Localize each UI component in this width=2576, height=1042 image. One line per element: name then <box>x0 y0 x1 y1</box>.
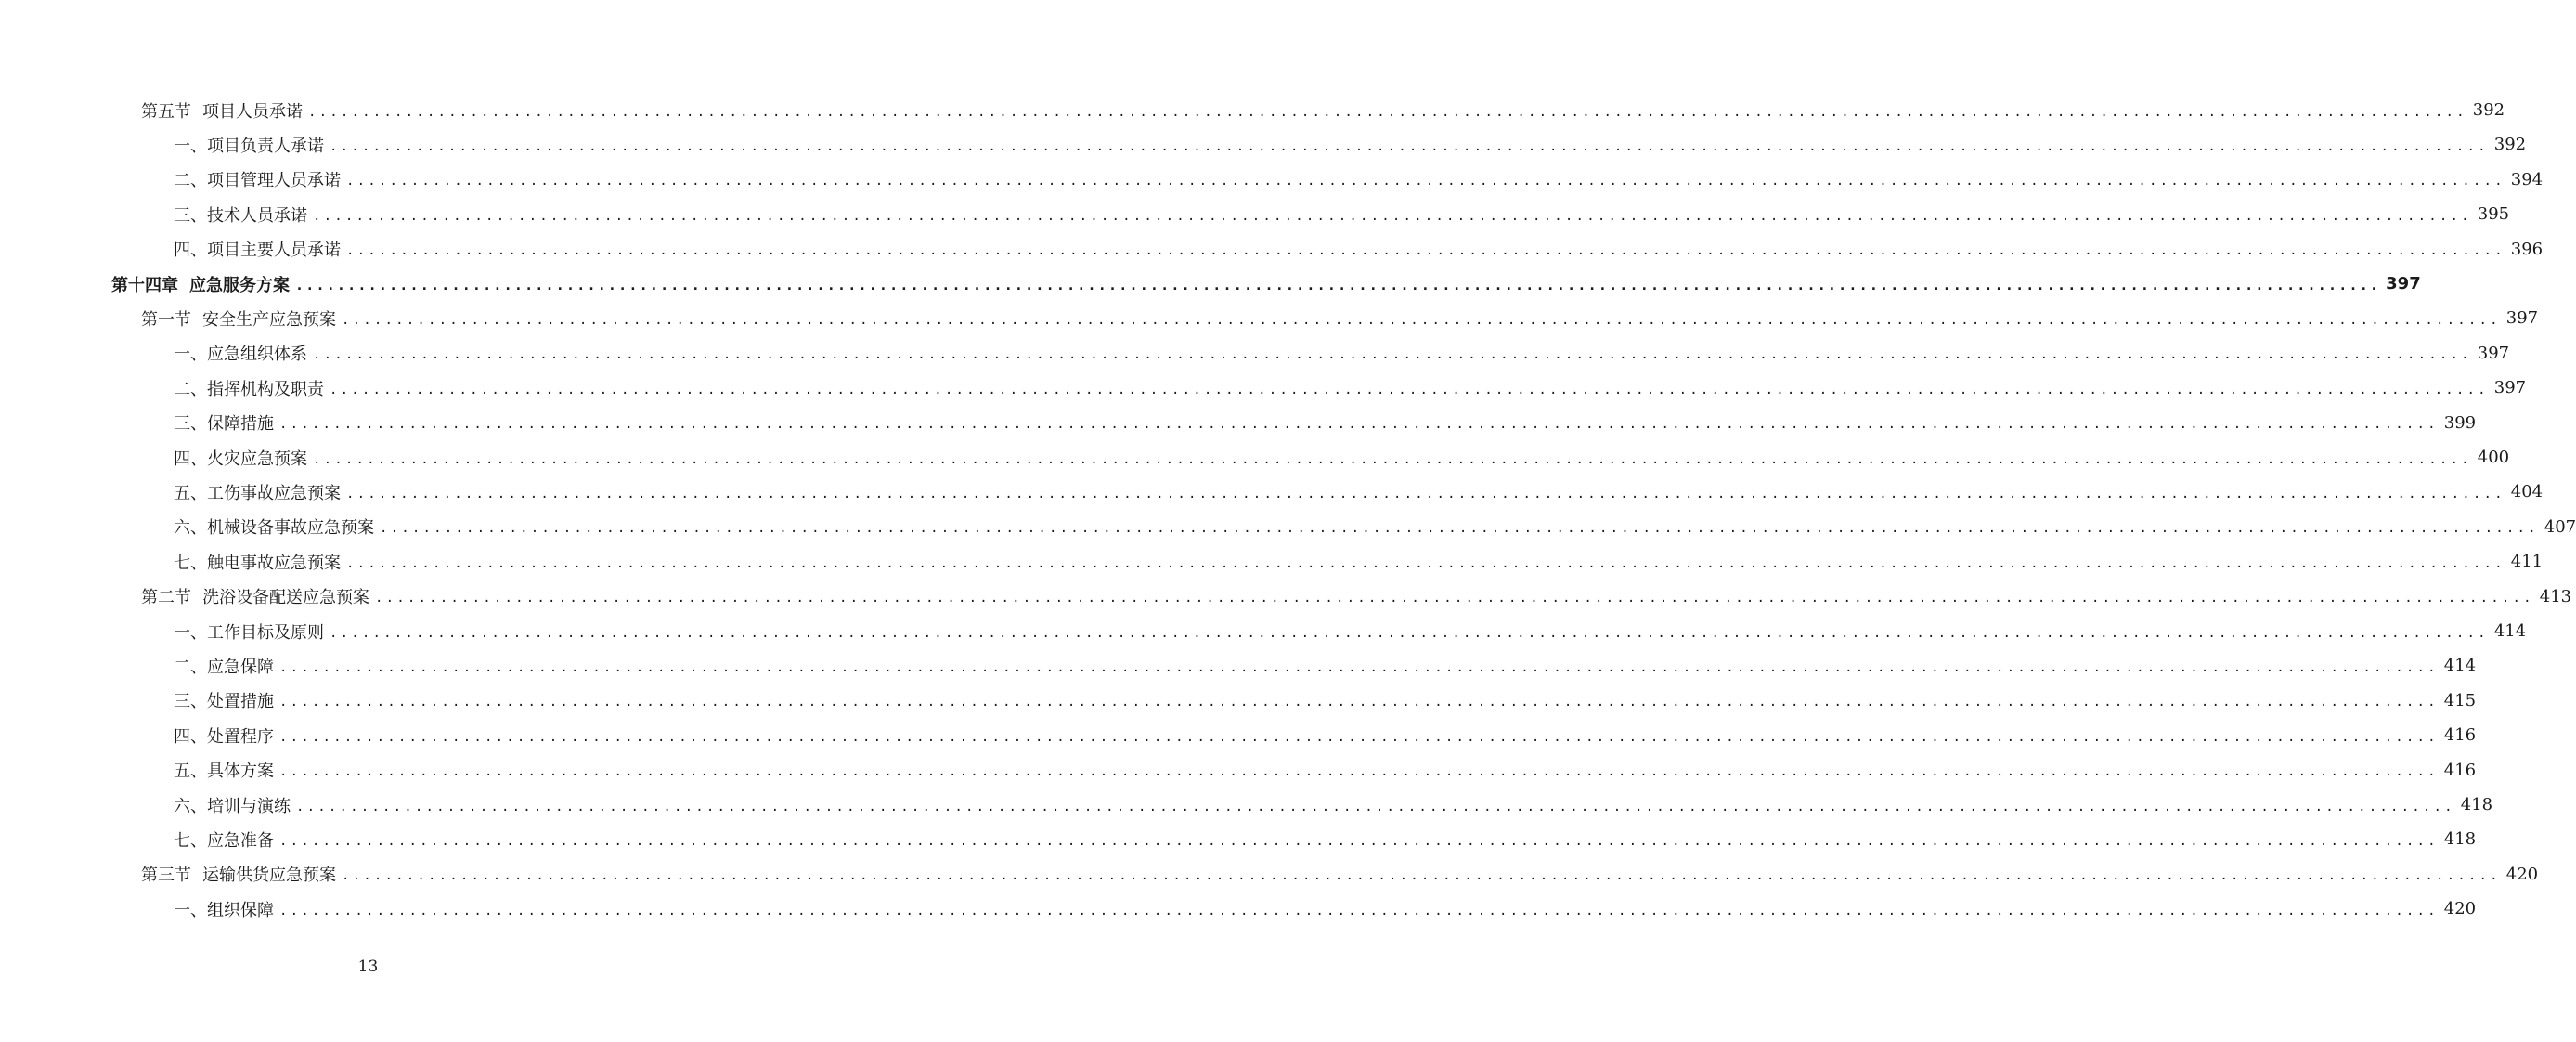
toc-entry[interactable] <box>174 127 2527 162</box>
toc-entry-page: 411 <box>2510 552 2544 572</box>
toc-entry-title: 处置程序 <box>207 726 274 747</box>
toc-entry-page: 407 <box>2544 516 2576 537</box>
toc-entry-number: 七、 <box>174 830 207 851</box>
toc-entry[interactable] <box>174 475 2544 509</box>
toc-entry-title: 安全生产应急预案 <box>202 309 336 330</box>
toc-entry-title: 机械设备事故应急预案 <box>207 518 374 539</box>
toc-entry-number: 四、 <box>174 449 207 469</box>
toc-entry-title: 培训与演练 <box>207 796 291 816</box>
toc-entry-page: 420 <box>2443 899 2477 919</box>
toc-leader-dots: ........................................................................................................................................................................................................ <box>313 347 2472 363</box>
toc-leader-dots: ........................................................................................................................................................................................................ <box>279 729 2439 745</box>
toc-entry-number: 五、 <box>174 762 207 782</box>
toc-entry[interactable] <box>111 267 2421 301</box>
toc-leader-dots: ........................................................................................................................................................................................................ <box>330 138 2489 154</box>
toc-entry-page: 397 <box>2386 274 2421 293</box>
toc-entry-page: 415 <box>2443 690 2477 710</box>
toc-leader-dots: ........................................................................................................................................................................................................ <box>279 659 2439 675</box>
toc-entry[interactable] <box>174 648 2477 683</box>
toc-entry-title: 洗浴设备配送应急预案 <box>202 588 369 608</box>
toc-entry-page: 397 <box>2493 378 2527 398</box>
toc-entry-number: 五、 <box>174 483 207 503</box>
toc-leader-dots: ........................................................................................................................................................................................................ <box>308 104 2467 120</box>
toc-entry-page: 416 <box>2443 725 2477 746</box>
toc-entry-number: 三、 <box>174 414 207 435</box>
toc-entry[interactable] <box>174 544 2544 579</box>
toc-entry[interactable] <box>174 510 2576 544</box>
toc-leader-dots: ........................................................................................................................................................................................................ <box>279 833 2439 849</box>
toc-entry-title: 运输供货应急预案 <box>202 866 336 886</box>
toc-entry-number: 二、 <box>174 657 207 677</box>
toc-entry-number: 第一节 <box>141 309 191 330</box>
toc-entry-number: 三、 <box>174 692 207 712</box>
toc-entry[interactable] <box>174 232 2544 267</box>
toc-leader-dots: ........................................................................................................................................................................................................ <box>295 277 2381 293</box>
toc-entry-page: 414 <box>2493 621 2527 641</box>
toc-entry-number: 二、 <box>174 171 207 191</box>
toc-entry[interactable] <box>174 371 2527 405</box>
toc-entry-page: 416 <box>2443 760 2477 780</box>
toc-entry[interactable] <box>174 684 2477 718</box>
toc-entry[interactable] <box>174 822 2477 856</box>
toc-entry-page: 392 <box>2472 100 2505 120</box>
toc-entry-number: 第二节 <box>141 588 191 608</box>
toc-entry[interactable] <box>141 93 2505 127</box>
toc-leader-dots: ........................................................................................................................................................................................................ <box>342 312 2501 328</box>
toc-entry-number: 第三节 <box>141 866 191 886</box>
toc-entry[interactable] <box>174 197 2510 231</box>
toc-entry[interactable] <box>174 718 2477 752</box>
toc-entry-title: 工作目标及原则 <box>207 622 324 643</box>
toc-entry-title: 触电事故应急预案 <box>207 553 341 573</box>
toc-entry-number: 一、 <box>174 900 207 920</box>
toc-entry-title: 工伤事故应急预案 <box>207 483 341 503</box>
toc-entry-number: 一、 <box>174 622 207 643</box>
toc-entry-page: 400 <box>2477 448 2510 467</box>
toc-entry-page: 404 <box>2510 482 2544 502</box>
toc-entry-title: 项目管理人员承诺 <box>207 171 341 191</box>
toc-entry-title: 应急组织体系 <box>207 345 307 365</box>
toc-entry-number: 六、 <box>174 796 207 816</box>
toc-entry-page: 394 <box>2510 169 2544 189</box>
toc-entry-title: 技术人员承诺 <box>207 205 307 226</box>
toc-entry-number: 七、 <box>174 553 207 573</box>
toc-leader-dots: ........................................................................................................................................................................................................ <box>279 417 2439 433</box>
toc-entry[interactable] <box>141 301 2539 335</box>
toc-entry-title: 项目人员承诺 <box>202 101 303 122</box>
toc-entry-number: 第十四章 <box>111 275 178 295</box>
toc-leader-dots: ........................................................................................................................................................................................................ <box>279 695 2439 710</box>
toc-leader-dots: ........................................................................................................................................................................................................ <box>330 382 2489 397</box>
toc-leader-dots: ........................................................................................................................................................................................................ <box>313 208 2472 224</box>
toc-entry[interactable] <box>174 788 2493 822</box>
toc-entry[interactable] <box>174 614 2527 648</box>
toc-entry-page: 414 <box>2443 656 2477 676</box>
toc-leader-dots: ........................................................................................................................................................................................................ <box>346 486 2505 501</box>
toc-entry-page: 392 <box>2493 135 2527 155</box>
toc-entry-title: 应急保障 <box>207 657 274 677</box>
toc-entry-number: 二、 <box>174 379 207 399</box>
toc-entry-page: 395 <box>2477 204 2510 225</box>
toc-leader-dots: ........................................................................................................................................................................................................ <box>380 521 2539 537</box>
toc-entry-number: 一、 <box>174 345 207 365</box>
toc-entry-title: 组织保障 <box>207 900 274 920</box>
toc-entry-number: 四、 <box>174 241 207 261</box>
toc-entry-page: 399 <box>2443 412 2477 433</box>
toc-entry-page: 418 <box>2443 829 2477 850</box>
toc-leader-dots: ........................................................................................................................................................................................................ <box>313 451 2472 467</box>
toc-entry[interactable] <box>174 406 2477 440</box>
toc-leader-dots: ........................................................................................................................................................................................................ <box>279 764 2439 780</box>
toc-entry-title: 项目主要人员承诺 <box>207 241 341 261</box>
toc-entry-page: 397 <box>2477 343 2510 363</box>
toc-entry-title: 项目负责人承诺 <box>207 136 324 156</box>
toc-entry-title: 保障措施 <box>207 414 274 435</box>
toc-entry-page: 396 <box>2510 239 2544 259</box>
toc-entry-page: 420 <box>2505 864 2539 884</box>
page-number: 13 <box>357 957 379 976</box>
toc-entry-number: 一、 <box>174 136 207 156</box>
toc-leader-dots: ........................................................................................................................................................................................................ <box>279 903 2439 918</box>
toc-entry-number: 三、 <box>174 205 207 226</box>
toc-entry[interactable] <box>141 580 2572 614</box>
toc-entry-page: 418 <box>2460 795 2493 814</box>
toc-leader-dots: ........................................................................................................................................................................................................ <box>375 591 2534 606</box>
toc-entry-number: 六、 <box>174 518 207 539</box>
toc-entry-page: 397 <box>2505 308 2539 329</box>
toc-entry-title: 处置措施 <box>207 692 274 712</box>
toc-entry[interactable] <box>141 857 2539 892</box>
toc-entry-title: 指挥机构及职责 <box>207 379 324 399</box>
toc-entry-page: 413 <box>2539 586 2572 606</box>
toc-leader-dots: ........................................................................................................................................................................................................ <box>296 799 2455 814</box>
toc-leader-dots: ........................................................................................................................................................................................................ <box>346 174 2505 189</box>
toc-entry-title: 火灾应急预案 <box>207 449 307 469</box>
toc-entry[interactable] <box>174 440 2510 475</box>
toc-leader-dots: ........................................................................................................................................................................................................ <box>346 243 2505 259</box>
toc-entry-title: 具体方案 <box>207 762 274 782</box>
toc-leader-dots: ........................................................................................................................................................................................................ <box>342 868 2501 884</box>
toc-leader-dots: ........................................................................................................................................................................................................ <box>346 555 2505 571</box>
toc-entry-title: 应急服务方案 <box>189 275 290 295</box>
toc-entry[interactable] <box>174 336 2510 371</box>
toc-entry-title: 应急准备 <box>207 830 274 851</box>
toc-entry-number: 第五节 <box>141 101 191 122</box>
toc-leader-dots: ........................................................................................................................................................................................................ <box>330 625 2489 641</box>
toc-entry-number: 四、 <box>174 726 207 747</box>
toc-entry[interactable] <box>174 163 2544 197</box>
toc-entry[interactable] <box>174 753 2477 788</box>
toc-entry[interactable] <box>174 892 2477 926</box>
